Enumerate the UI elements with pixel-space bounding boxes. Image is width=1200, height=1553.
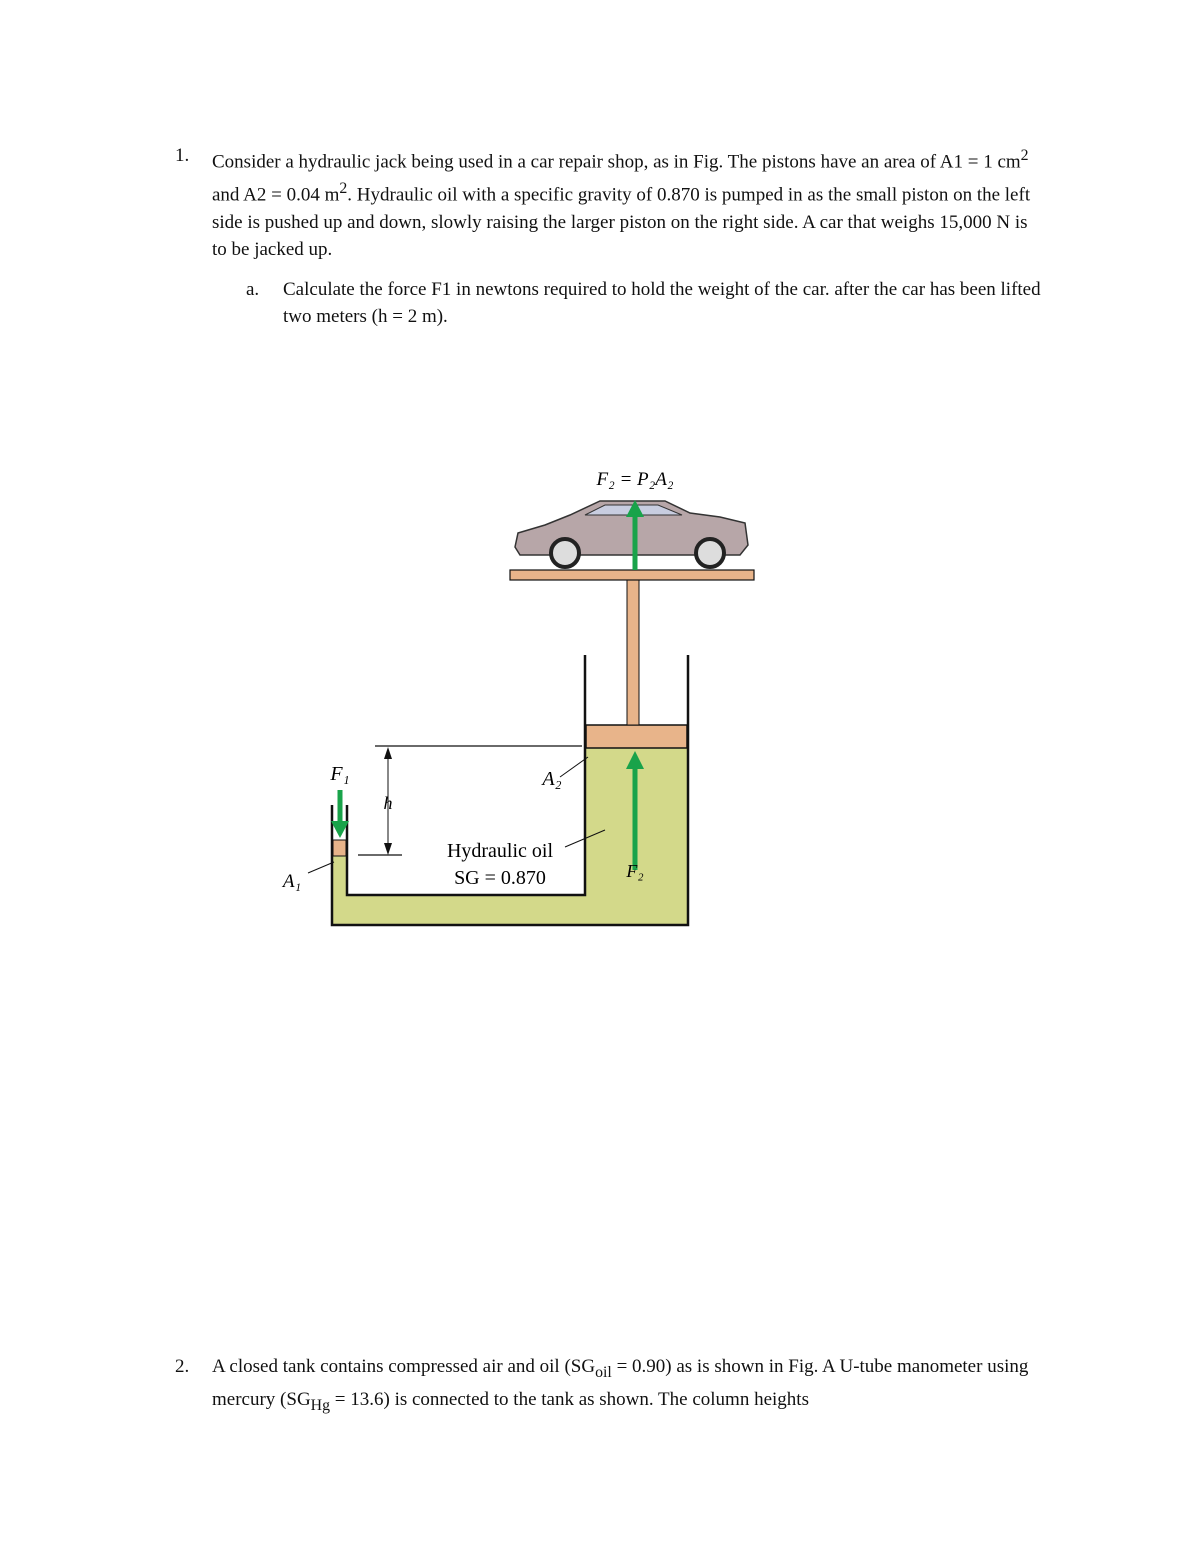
subscript: oil — [595, 1363, 612, 1381]
car-rear-wheel — [696, 539, 724, 567]
oil-label-line1: Hydraulic oil — [446, 840, 554, 862]
f1-label: F₁ — [330, 763, 350, 785]
question-1-text: Consider a hydraulic jack being used in a car repair shop, as in Fig. The pistons have an area of A1 = 1 $cm^2$ and A2 = 0.04 $m^2$. Hydraulic oil with a specific gravity of 0.870 is pumped in as the small piston on the left side is pushed up and down, slowly raising the larger piston on the right side. A car that weighs 15,000 N is to be jacked up. — [212, 147, 1031, 260]
a2-label: A₂ — [542, 768, 562, 790]
superscript: 2 — [339, 180, 348, 198]
piston-rod — [627, 580, 639, 725]
large-piston — [586, 725, 687, 748]
question-2-number: 2. — [175, 1356, 190, 1377]
question-1-number: 1. — [175, 145, 190, 166]
superscript: 2 — [1020, 147, 1029, 164]
car-front-wheel — [551, 539, 579, 567]
a1-label: A₁ — [282, 871, 302, 892]
hydraulic-jack-figure — [270, 455, 770, 935]
question-1a-text: Calculate the force F1 in newtons required to hold the weight of the car. after the car has been lifted two meters (h = 2 m). — [283, 279, 1041, 327]
h-arrow-up — [384, 747, 392, 759]
h-label: h — [383, 793, 393, 813]
top-force-label: F₂ = P₂A₂ — [596, 469, 674, 490]
lift-platform — [510, 570, 754, 580]
question-1a-letter: a. — [246, 279, 260, 300]
f2-label: F₂ — [626, 861, 644, 881]
h-arrow-down — [384, 843, 392, 855]
subscript: Hg — [310, 1396, 331, 1414]
question-2-text: A closed tank contains compressed air and oil $(SG_{oil} = 0.90)$ as is shown in Fig. A U-tube manometer using mercury $(SG_{Hg} = 13.6)$ is connected to the tank as shown. The column heights — [212, 1356, 1029, 1414]
oil-label-line2: SG = 0.870 — [454, 867, 546, 889]
small-piston — [333, 840, 346, 856]
a1-leader — [308, 862, 334, 873]
